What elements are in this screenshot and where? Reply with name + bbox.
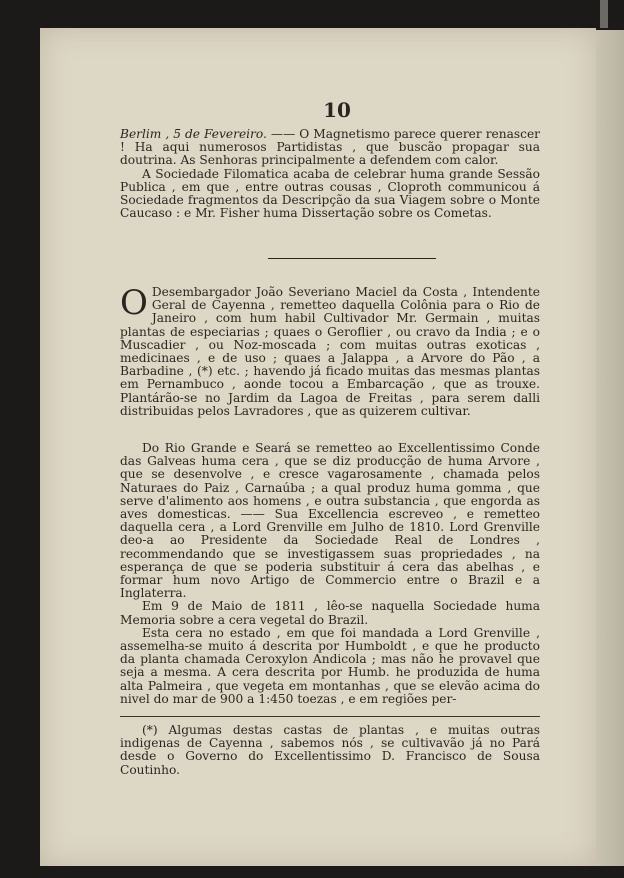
scanner-strip <box>600 0 608 28</box>
berlin-section <box>120 128 540 220</box>
berlin-text-1: O Magnetismo parece querer renascer ! Ha aqui numerosos Partidistas , que buscão propagar sua doutrina. As Senhoras principalmente a defendem com calor. <box>120 127 540 168</box>
next-page-edge <box>596 30 624 866</box>
drop-cap: O <box>120 283 148 323</box>
maciel-paragraph <box>120 283 540 418</box>
berlin-dateline: Berlim , 5 de Fevereiro. <box>120 127 267 141</box>
maciel-text: Desembargador João Severiano Maciel da Costa , Intendente Geral de Cayenna , remetteo daquella Colônia para o Rio de Janeiro , com hum habil Cultivador Mr. Germain , muitas plantas de especiarias ; quaes o Geroflier , ou cravo da India ; e o Muscadier , ou Noz-moscada ; com muitas outras exoticas , medicinaes , e de uso ; quaes a Jalappa , a Arvore do Pão , a Barbadine , (*) etc. ; havendo já ficado muitas das mesmas plantas em Pernambuco , aonde tocou a Embarcação , que as trouxe. Plantárão-se no Jardim da Lagoa de Freitas , para serem dalli distribuidas pelos Lavradores , que as quizerem cultivar. <box>120 285 540 418</box>
cera-paragraph-2: Em 9 de Maio de 1811 , lêo-se naquella Sociedade huma Memoria sobre a cera vegetal do Brazil. <box>120 599 540 627</box>
footnote <box>120 716 540 777</box>
cera-section <box>120 442 540 706</box>
page-number: 10 <box>323 98 351 122</box>
cera-paragraph-3: Esta cera no estado , em que foi mandada a Lord Grenville , assemelha-se muito á descrita por Humboldt , e que he producto da planta chamada Ceroxylon Andicola ; mas não he provavel que seja a mesma. A cera descrita por Humb. he produzida de huma alta Palmeira , que vegeta em montanhas , que se elevão acima do nivel do mar de 900 a 1:450 toezas , e em regiões per- <box>120 625 540 706</box>
berlin-paragraph <box>120 128 540 168</box>
footnote-text: (*) Algumas destas castas de plantas , e muitas outras indigenas de Cayenna , sabemos nós , se cultivavão já no Pará desde o Governo do Excellentissimo D. Francisco de Sousa Coutinho. <box>120 723 540 777</box>
cera-paragraph-1: Do Rio Grande e Seará se remetteo ao Excellentissimo Conde das Galveas huma cera , que se diz producção de huma Arvore , que se desenvolve , e cresce vagarosamente , chamada pelos Naturaes do Paiz , Carnaúba ; a qual produz huma gomma , que serve d'alimento aos homens , e outra substancia , que engorda as aves domesticas. —— Sua Excellencia escreveo , e remetteo daquella cera , a Lord Grenville em Julho de 1810. Lord Grenville deo-a ao Presidente da Sociedade Real de Londres , recommendando que se investigassem suas propriedades , na esperança de que se poderia substituir á cera das abelhas , e formar hum novo Artigo de Commercio entre o Brazil e a Inglaterra. <box>120 441 540 601</box>
berlin-text-2: A Sociedade Filomatica acaba de celebrar huma grande Sessão Publica , em que , entre outras cousas , Cloproth communicou á Sociedade fragmentos da Descripção da sua Viagem sobre o Monte Caucaso : e Mr. Fisher huma Dissertação sobre os Cometas. <box>120 166 540 221</box>
section-rule <box>268 258 436 259</box>
maciel-section <box>120 283 540 418</box>
berlin-dash: —— <box>266 127 300 141</box>
